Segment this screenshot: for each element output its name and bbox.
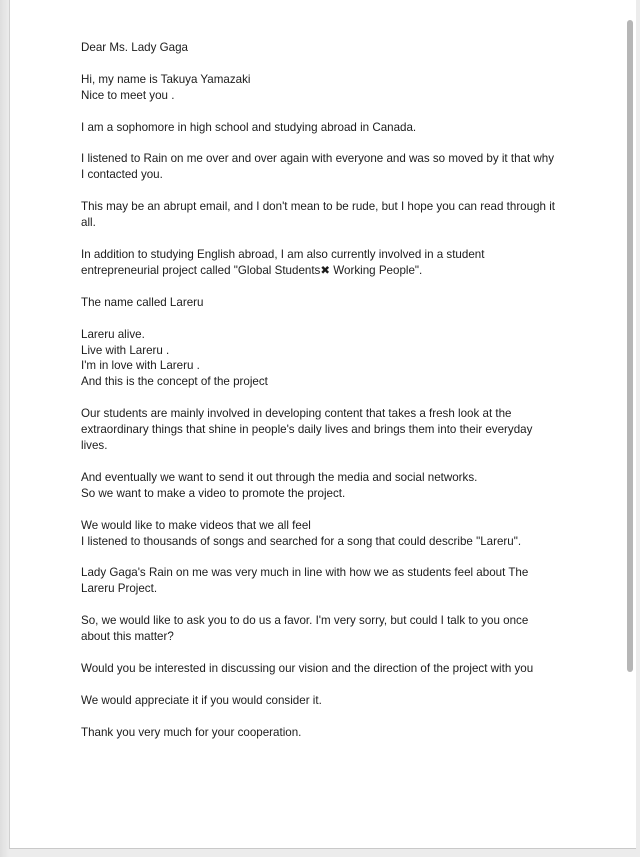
salutation-line: Dear Ms. Lady Gaga	[81, 41, 188, 54]
paragraph-question	[81, 661, 555, 677]
text-line: In addition to studying English abroad, I am also currently involved in a student	[81, 247, 485, 261]
paragraph-appreciation	[81, 693, 555, 709]
text-line: I'm in love with Lareru .	[81, 359, 200, 373]
paragraph-project	[81, 247, 555, 279]
text-line: Lareru Project.	[81, 582, 158, 596]
paragraph-media	[81, 470, 555, 502]
text-line: entrepreneurial project called "Global Students✖ Working People".	[81, 263, 423, 277]
text-line: Live with Lareru .	[81, 343, 170, 357]
paragraph-song-choice	[81, 565, 555, 597]
letter-body	[81, 40, 555, 756]
paragraph-concept	[81, 327, 555, 391]
text-line: And this is the concept of the project	[81, 375, 268, 389]
text-line: extraordinary things that shine in people's daily lives and brings them into their everyday	[81, 423, 533, 437]
paragraph-motivation	[81, 151, 555, 183]
text-line: about this matter?	[81, 630, 174, 644]
text-line: Hi, my name is Takuya Yamazaki	[81, 72, 251, 86]
text-line: Lareru alive.	[81, 327, 145, 341]
text-line: We would appreciate it if you would consider it.	[81, 693, 322, 707]
text-line: Would you be interested in discussing our vision and the direction of the project with you	[81, 661, 534, 675]
text-line: We would like to make videos that we all feel	[81, 518, 311, 532]
paragraph-song-search	[81, 518, 555, 550]
text-line: Nice to meet you .	[81, 88, 175, 102]
paragraph-introduction	[81, 72, 555, 104]
closing-line: Thank you very much for your cooperation.	[81, 725, 302, 739]
text-line: So, we would like to ask you to do us a favor. I'm very sorry, but could I talk to you once	[81, 614, 529, 628]
salutation	[81, 40, 555, 56]
vertical-scrollbar-thumb[interactable]	[627, 20, 633, 672]
text-line: lives.	[81, 439, 108, 453]
paragraph-school	[81, 120, 555, 136]
text-line: I listened to Rain on me over and over again with everyone and was so moved by it that why	[81, 152, 555, 166]
text-line: This may be an abrupt email, and I don't mean to be rude, but I hope you can read through it	[81, 200, 555, 214]
document-page	[9, 0, 636, 849]
text-line: all.	[81, 216, 96, 230]
text-line: I listened to thousands of songs and searched for a song that could describe "Lareru".	[81, 534, 522, 548]
paragraph-apology	[81, 199, 555, 231]
paragraph-content	[81, 406, 555, 454]
text-line: Our students are mainly involved in developing content that takes a fresh look at the	[81, 407, 512, 421]
paragraph-name	[81, 295, 555, 311]
text-line: Lady Gaga's Rain on me was very much in line with how we as students feel about The	[81, 566, 529, 580]
text-line: I am a sophomore in high school and studying abroad in Canada.	[81, 120, 417, 134]
text-line: I contacted you.	[81, 168, 163, 182]
text-line: So we want to make a video to promote the project.	[81, 486, 346, 500]
text-line: And eventually we want to send it out through the media and social networks.	[81, 470, 478, 484]
text-line: The name called Lareru	[81, 295, 204, 309]
paragraph-request	[81, 613, 555, 645]
closing	[81, 725, 555, 741]
